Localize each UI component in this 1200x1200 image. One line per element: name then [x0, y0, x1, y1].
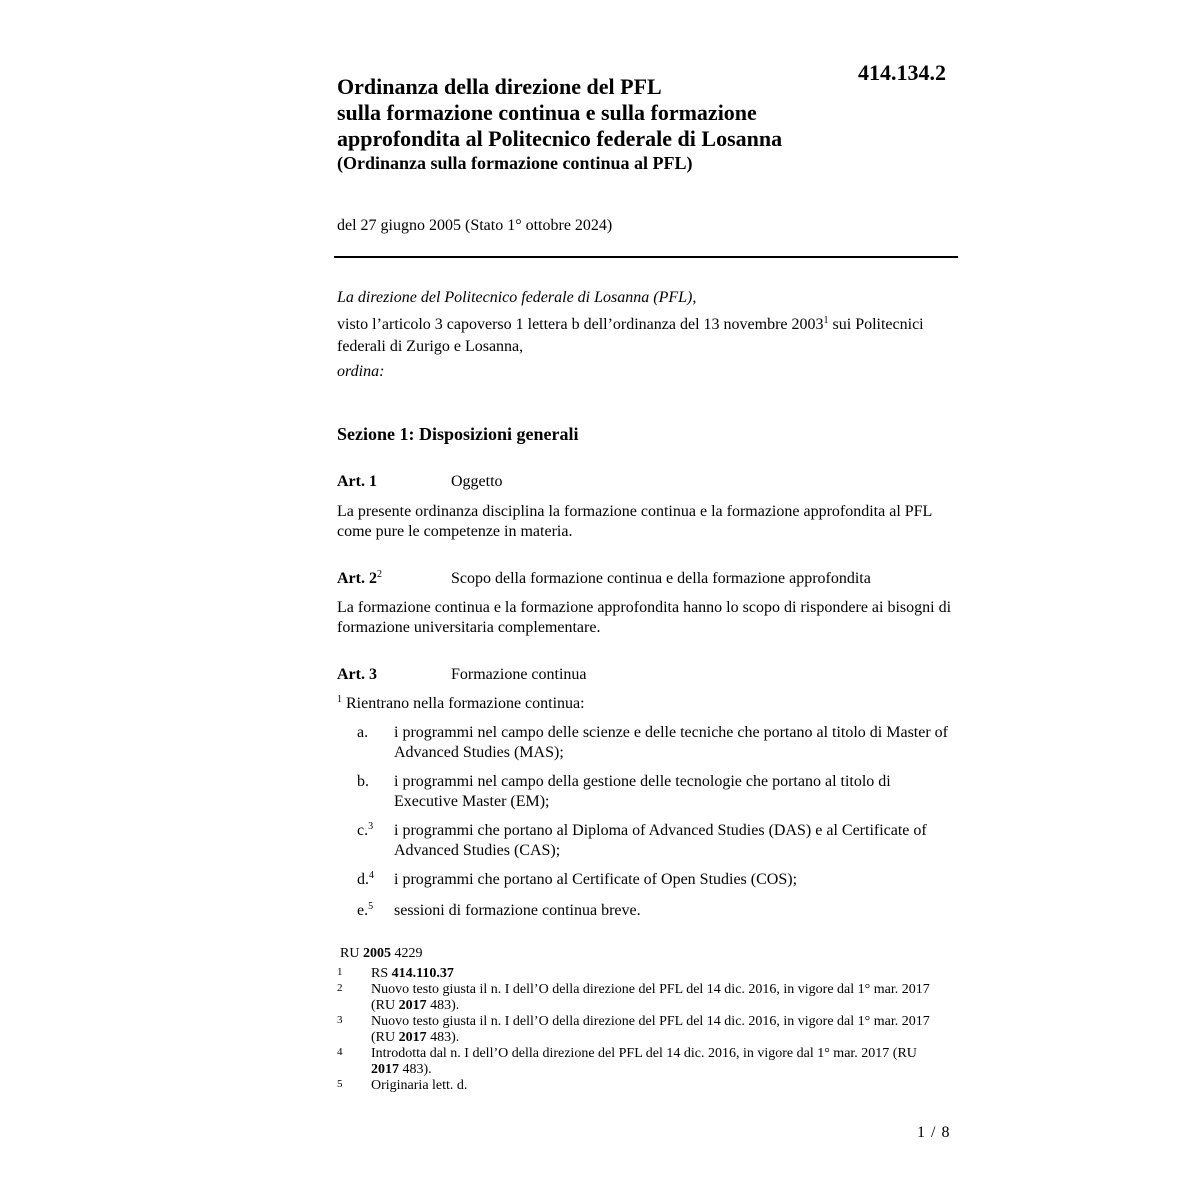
footnote	[337, 1014, 937, 1046]
footnote-ref[interactable]: 1	[823, 315, 829, 326]
page-number: 1 / 8	[917, 1124, 951, 1141]
article-heading-2	[337, 570, 382, 588]
fn-after: 483).	[399, 1062, 432, 1077]
header-divider	[334, 256, 958, 258]
short-title: (Ordinanza sulla formazione continua al PFL)	[337, 153, 693, 173]
fn-bold: 2017	[371, 1062, 399, 1077]
fn-bold: 414.110.37	[391, 966, 454, 981]
footnote	[337, 966, 937, 982]
letter: a.	[357, 724, 369, 741]
title-line: approfondita al Politecnico federale di Losanna	[337, 126, 783, 151]
preamble-visto-text: visto l’articolo 3 capoverso 1 lettera b dell’ordinanza del 13 novembre 2003	[337, 316, 824, 333]
document-title	[337, 74, 857, 152]
footnote-number: 3	[337, 1014, 343, 1026]
footnote-ref[interactable]: 5	[368, 901, 374, 912]
list-text: sessioni di formazione continua breve.	[394, 902, 641, 919]
section-heading: Sezione 1: Disposizioni generali	[337, 424, 579, 444]
title-line: Ordinanza della direzione del PFL	[337, 74, 662, 99]
footnote	[337, 1078, 937, 1094]
footnote-ref[interactable]: 3	[368, 821, 374, 832]
list-text: i programmi che portano al Certificate of Open Studies (COS);	[394, 871, 798, 888]
ru-year: 2005	[362, 946, 391, 961]
list-text: i programmi nel campo della gestione delle tecnologie che portano al titolo di Executive Master (EM);	[394, 773, 891, 810]
article-label: Art. 3	[337, 666, 377, 683]
article-title: Scopo della formazione continua e della formazione approfondita	[451, 570, 871, 587]
letter: d.	[357, 871, 369, 888]
list-item	[357, 772, 957, 812]
preamble-visto-text-2: sui Politecnici federali di Zurigo e Losanna,	[337, 316, 924, 355]
ru-prefix: RU	[340, 946, 363, 961]
footnotes	[337, 966, 937, 1094]
article-text: La formazione continua e la formazione approfondita hanno lo scopo di rispondere ai bisogni di formazione universitaria complementare.	[337, 599, 952, 636]
sr-number: 414.134.2	[858, 60, 946, 85]
fn-after: 483).	[426, 1030, 460, 1045]
fn-bold: 2017	[398, 998, 427, 1013]
article-title: Oggetto	[451, 473, 503, 490]
fn-text: Nuovo testo giusta il n. I dell’O della direzione del PFL del 14 dic. 2016, in vigore dal 1° mar. 2017 (RU	[371, 1014, 930, 1045]
footnote-number: 4	[337, 1046, 343, 1058]
footnote-text	[371, 1078, 937, 1094]
list-letter	[357, 901, 394, 923]
article-intro	[337, 694, 957, 716]
letter: b.	[357, 773, 369, 790]
list-letter	[357, 821, 394, 861]
list-item	[357, 723, 957, 763]
footnote-text	[371, 982, 937, 1014]
footnote-ref[interactable]: 4	[369, 870, 374, 881]
ru-reference	[340, 946, 422, 962]
title-line: sulla formazione continua e sulla formazione	[337, 100, 757, 125]
preamble-visto	[337, 315, 957, 357]
ru-page: 4229	[390, 946, 423, 961]
article-heading-1	[337, 473, 377, 491]
date-line: del 27 giugno 2005 (Stato 1° ottobre 2024)	[337, 217, 613, 234]
list-text: i programmi che portano al Diploma of Advanced Studies (DAS) e al Certificate of Advanced Studies (CAS);	[394, 822, 927, 859]
footnote-ref[interactable]: 2	[376, 569, 382, 580]
paragraph-number: 1	[337, 694, 342, 705]
preamble-ordina: ordina:	[337, 363, 385, 380]
list-letter	[357, 870, 394, 892]
footnote-number: 1	[337, 966, 343, 978]
fn-text: Nuovo testo giusta il n. I dell’O della direzione del PFL del 14 dic. 2016, in vigore dal 1° mar. 2017 (RU	[371, 982, 930, 1013]
footnote	[337, 982, 937, 1014]
footnote-number: 5	[337, 1078, 343, 1090]
preamble-authority: La direzione del Politecnico federale di Losanna (PFL),	[337, 289, 697, 306]
article-list	[357, 723, 957, 932]
letter: c.	[357, 822, 369, 839]
article-text: La presente ordinanza disciplina la formazione continua e la formazione approfondita al PFL come pure le competenze in materia.	[337, 503, 932, 540]
article-label: Art. 2	[337, 570, 377, 587]
article-heading-3	[337, 666, 377, 684]
article-title: Formazione continua	[451, 666, 587, 683]
article-intro-text: Rientrano nella formazione continua:	[342, 695, 585, 712]
list-text: i programmi nel campo delle scienze e delle tecniche che portano al titolo di Master of Advanced Studies (MAS);	[394, 724, 949, 761]
footnote-number: 2	[337, 982, 343, 994]
list-item	[357, 901, 957, 923]
footnote-text	[371, 1014, 937, 1046]
footnote	[337, 1046, 937, 1078]
footnote-text	[371, 966, 937, 982]
list-letter	[357, 772, 394, 812]
fn-text: Originaria lett. d.	[371, 1078, 468, 1093]
letter: e.	[357, 902, 369, 919]
list-letter	[357, 723, 394, 763]
fn-bold: 2017	[398, 1030, 427, 1045]
list-item	[357, 870, 957, 892]
fn-text: RS	[371, 966, 392, 981]
fn-text: Introdotta dal n. I dell’O della direzione del PFL del 14 dic. 2016, in vigore dal 1° mar. 2017 (RU	[371, 1046, 917, 1061]
article-label: Art. 1	[337, 473, 377, 490]
list-item	[357, 821, 957, 861]
fn-after: 483).	[426, 998, 460, 1013]
footnote-text	[371, 1046, 937, 1078]
